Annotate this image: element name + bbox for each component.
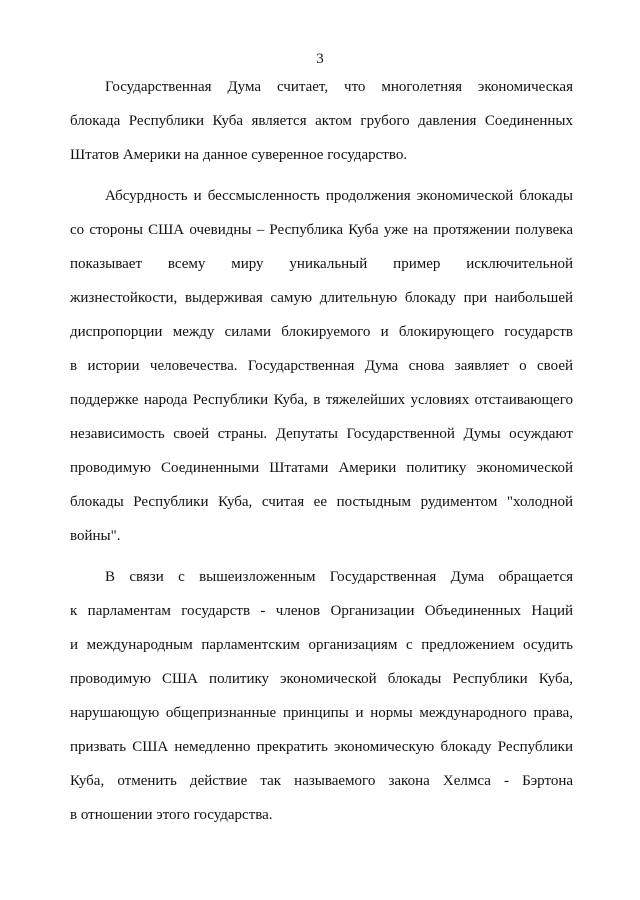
text-line: к парламентам государств - членов Организации Объединенных Наций (70, 603, 573, 619)
text-line: войны". (70, 528, 121, 544)
text-line: со стороны США очевидны – Республика Куба уже на протяжении полувека (70, 222, 573, 238)
document-body (70, 70, 573, 832)
paragraph-3 (70, 560, 573, 832)
text-line: Государственная Дума считает, что многолетняя экономическая (105, 79, 573, 95)
text-line: диспропорции между силами блокируемого и блокирующего государств (70, 324, 573, 340)
text-line: жизнестойкости, выдерживая самую длительную блокаду при наибольшей (70, 290, 573, 306)
text-line: поддержке народа Республики Куба, в тяжелейших условиях отстаивающего (70, 392, 573, 408)
text-line: проводимую Соединенными Штатами Америки политику экономической (70, 460, 573, 476)
text-line: нарушающую общепризнанные принципы и нормы международного права, (70, 705, 573, 721)
text-line: и международным парламентским организациям с предложением осудить (70, 637, 573, 653)
text-line: Куба, отменить действие так называемого закона Хелмса - Бэртона (70, 773, 573, 789)
text-line: показывает всему миру уникальный пример исключительной (70, 256, 573, 272)
text-line: блокада Республики Куба является актом грубого давления Соединенных (70, 113, 573, 129)
paragraph-spacer (70, 553, 573, 560)
text-line: в отношении этого государства. (70, 807, 273, 823)
text-line: в истории человечества. Государственная Дума снова заявляет о своей (70, 358, 573, 374)
paragraph-spacer (70, 172, 573, 179)
paragraph-2 (70, 179, 573, 553)
text-line: проводимую США политику экономической блокады Республики Куба, (70, 671, 573, 687)
text-line: В связи с вышеизложенным Государственная Дума обращается (105, 569, 573, 585)
text-line: независимость своей страны. Депутаты Государственной Думы осуждают (70, 426, 573, 442)
text-line: Абсурдность и бессмысленность продолжения экономической блокады (105, 188, 573, 204)
paragraph-1 (70, 70, 573, 172)
page-number: 3 (316, 51, 324, 67)
text-line: призвать США немедленно прекратить экономическую блокаду Республики (70, 739, 573, 755)
text-line: блокады Республики Куба, считая ее постыдным рудиментом "холодной (70, 494, 573, 510)
text-line: Штатов Америки на данное суверенное государство. (70, 147, 408, 163)
